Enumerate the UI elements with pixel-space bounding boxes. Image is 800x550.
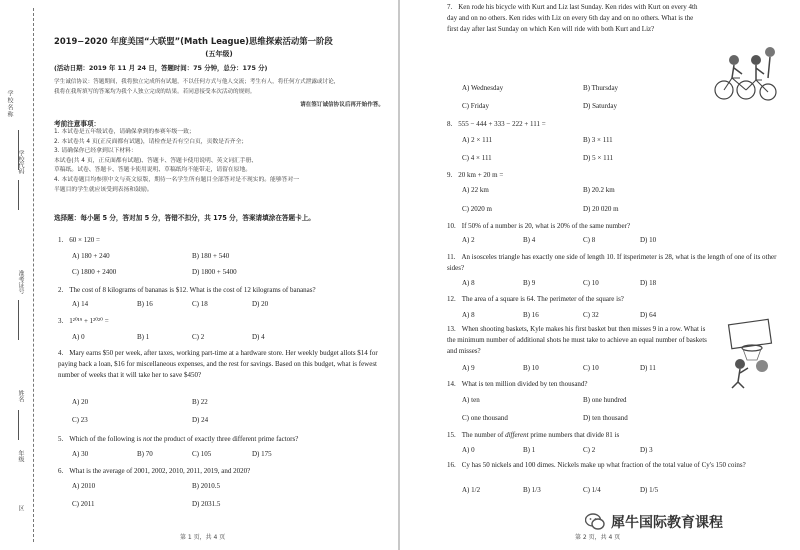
option-c[interactable]: C) 8 [583,236,596,244]
option-b[interactable]: B) one hundred [583,396,627,404]
option-c[interactable]: C) 18 [192,300,208,308]
question-text: An isosceles triangle has exactly one side of length 10. If itsperimeter is 28, what is the length of one of its other sides? [447,253,777,272]
option-c[interactable]: C) 2 [583,446,596,454]
question-4 [58,348,383,381]
question-2 [58,285,383,296]
question-number: 1. [58,236,64,244]
exam-title: 2019−2020 年度美国“大联盟”(Math League)思维探索活动第一阶段 [54,36,333,46]
integrity-line: 学生诚信协议：答题期间，我将独立完成所有试题，不以任何方式与他人交流；考生有人，将任何方式泄露或讨论， [54,79,340,85]
option-d[interactable]: D) 64 [640,311,657,319]
option-d[interactable]: D) 11 [640,364,656,372]
binding-field-exam-id: 准考证号 [17,270,24,294]
note-item: 2. 本试卷共 4 页(正反面都有试题)，请检查是否有空白页，页数是否齐全； [54,138,248,145]
option-d[interactable]: D) 3 [640,446,653,454]
question-number: 3. [58,317,64,325]
question-number: 13. [447,325,456,333]
question-text: the product of exactly three different prime factors? [151,435,299,443]
option-a[interactable]: A) 8 [462,311,475,319]
question-number: 2. [58,286,64,294]
question-number: 4. [58,349,64,357]
option-c[interactable]: C) 10 [583,364,599,372]
question-number: 8. [447,120,453,128]
option-c[interactable]: C) 32 [583,311,599,319]
question-number: 7. [447,3,453,11]
integrity-paragraph [54,77,384,97]
option-c[interactable]: C) 4 × 111 [462,154,492,162]
section-instruction: 选择题：每小题 5 分，答对加 5 分，答错不扣分，共 175 分，答案请填涂在答题卡上。 [54,214,315,222]
question-12 [447,294,747,305]
question-text: What is ten million divided by ten thousand? [461,380,588,388]
question-number: 12. [447,295,456,303]
question-number: 6. [58,467,64,475]
option-d[interactable]: D) 20 020 m [583,205,619,213]
option-c[interactable]: C) Friday [462,102,490,110]
question-6 [58,466,383,477]
note-item: 半题目的学生就应该受到表扬和鼓励。 [54,186,153,193]
option-a[interactable]: A) 14 [72,300,89,308]
note-item: 3. 请确保你已经拿到以下材料： [54,148,137,155]
binding-blank [18,410,19,440]
question-text: The number of [461,431,506,439]
question-text: The cost of 8 kilograms of bananas is $12. What is the cost of 12 kilograms of bananas? [69,286,316,294]
note-item: 本试卷(共 4 页，正反面都有试题)、答题卡、答题卡使用说明、英文词汇手册、 [54,157,258,164]
question-7 [447,2,702,35]
option-b[interactable]: B) Thursday [583,84,619,92]
option-b[interactable]: B) 16 [137,300,153,308]
question-1 [58,235,378,246]
option-a[interactable]: A) 1/2 [462,486,481,494]
question-text: 60 × 120 = [69,236,100,244]
option-b[interactable]: B) 10 [523,364,539,372]
question-10 [447,221,777,232]
brand-watermark [585,510,790,534]
option-d[interactable]: D) 175 [252,450,272,458]
option-a[interactable]: A) 2 [462,236,475,244]
question-emphasis: different [505,431,529,439]
option-c[interactable]: C) 23 [72,416,88,424]
binding-blank [18,180,19,210]
question-text: 20 km + 20 m = [458,171,504,179]
option-a[interactable]: A) 22 km [462,186,489,194]
binding-blank [18,300,19,340]
option-a[interactable]: A) 2 × 111 [462,136,493,144]
wechat-icon [585,513,605,531]
option-d[interactable]: D) 5 × 111 [583,154,614,162]
option-a[interactable]: A) 2010 [72,482,96,490]
option-d[interactable]: D) 18 [640,279,657,287]
option-a[interactable]: A) 8 [462,279,475,287]
note-item: 4. 本试卷题目均参照中文与英文原版，期待一名学生所有题目全部答对是不现实的。能够答对一 [54,176,300,183]
binding-field-district: 区 [17,505,24,511]
option-c[interactable]: C) 2 [192,333,205,341]
question-14 [447,379,747,390]
question-16 [447,460,782,471]
question-number: 10. [447,222,456,230]
question-text: The area of a square is 64. The perimeter of the square is? [461,295,624,303]
question-8 [447,119,767,130]
option-d[interactable]: D) 2031.5 [192,500,221,508]
option-a[interactable]: A) Wednesday [462,84,504,92]
question-text: Cy has 50 nickels and 100 dimes. Nickels make up what fraction of the total value of Cy's 150 coins? [461,461,746,469]
binding-dashed-line [33,8,34,542]
question-number: 15. [447,431,456,439]
page-footer: 第 2 页，共 4 页 [575,534,621,541]
note-item: 1. 本试卷是五年级试卷，请确保拿到的参赛年级一致； [54,129,195,135]
question-number: 9. [447,171,453,179]
question-13 [447,324,709,357]
cyclists-clipart-icon [710,38,782,108]
binding-strip [0,0,44,550]
option-a[interactable]: A) 180 + 240 [72,252,110,260]
question-text: What is the average of 2001, 2002, 2010, 2011, 2019, and 2020? [69,467,251,475]
option-a[interactable]: A) 0 [72,333,85,341]
question-9 [447,170,767,181]
option-c[interactable]: C) 10 [583,279,599,287]
option-b[interactable]: B) 1 [137,333,150,341]
option-d[interactable]: D) 20 [252,300,269,308]
question-number: 14. [447,380,456,388]
option-c[interactable]: C) 105 [192,450,212,458]
question-text: prime numbers that divide 81 is [528,431,620,439]
option-b[interactable]: B) 1 [523,446,536,454]
binding-field-school-code: 学校代码 [17,150,24,174]
question-text: Mary earns $50 per week, after taxes, working part-time at a hardware store. Her weekly budget allots $14 for paying back a loan, $16 for miscellaneous expenses, and the rest for savings. Based on this budget, what is fewest number of weeks that it will take her to save $450? [58,349,378,379]
question-text: 1²⁰¹⁹ + 1²⁰²⁰ = [69,317,109,325]
option-d[interactable]: D) ten thousand [583,414,628,422]
question-text: Ken rode his bicycle with Kurt and Liz last Sunday. Ken rides with Kurt on every 4th day and on no others. Ken rides with Liz on every 6th day and on no others. What is the first day after last Sunday on which Ken will ride with both Kurt and Liz? [447,3,698,33]
question-number: 11. [447,253,456,261]
question-text: Which of the following is [69,435,143,443]
binding-field-grade: 年级 [17,450,24,462]
option-b[interactable]: B) 2010.5 [192,482,220,490]
option-a[interactable]: A) 9 [462,364,475,372]
binding-label: 学校名称 [6,90,13,118]
option-d[interactable]: D) 1800 + 5400 [192,268,237,276]
option-d[interactable]: D) 4 [252,333,265,341]
option-c[interactable]: C) one thousand [462,414,508,422]
option-b[interactable]: B) 9 [523,279,536,287]
exam-info: (活动日期：2019 年 11 月 24 日，答题时间：75 分钟，总分：175 分) [54,64,268,72]
question-number: 5. [58,435,64,443]
exam-grade: (五年级) [205,50,233,58]
option-d[interactable]: D) Saturday [583,102,618,110]
option-d[interactable]: D) 10 [640,236,657,244]
option-c[interactable]: C) 1800 + 2400 [72,268,117,276]
option-b[interactable]: B) 1/3 [523,486,541,494]
option-d[interactable]: D) 1/5 [640,486,659,494]
option-b[interactable]: B) 4 [523,236,536,244]
notes-list [54,128,384,195]
option-b[interactable]: B) 3 × 111 [583,136,613,144]
option-c[interactable]: C) 1/4 [583,486,601,494]
question-text: 555 − 444 + 333 − 222 + 111 = [458,120,546,128]
option-a[interactable]: A) 0 [462,446,475,454]
binding-field-name: 姓名 [17,390,24,402]
option-c[interactable]: C) 2020 m [462,205,492,213]
integrity-instruction: 请在签订诚信协议后再开始作答。 [300,102,384,108]
option-b[interactable]: B) 70 [137,450,153,458]
option-b[interactable]: B) 180 + 540 [192,252,230,260]
brand-text: 犀牛国际教育课程 [611,515,723,531]
option-c[interactable]: C) 2011 [72,500,95,508]
option-a[interactable]: A) 30 [72,450,89,458]
question-11 [447,252,782,274]
option-b[interactable]: B) 22 [192,398,208,406]
option-b[interactable]: B) 16 [523,311,539,319]
question-number: 16. [447,461,456,469]
question-text: When shooting baskets, Kyle makes his first basket but then misses 9 in a row. What is the minimum number of additional shots he must take to achieve an equal number of baskets and misses? [447,325,707,355]
notes-title: 考前注意事项： [54,120,101,128]
option-b[interactable]: B) 20.2 km [583,186,615,194]
question-text: If 50% of a number is 20, what is 20% of the same number? [461,222,631,230]
question-5 [58,434,383,445]
integrity-line: 我将在我所填写的答案均为我个人独立完成的结果。若同意接受本次活动的规则。 [54,89,256,95]
question-emphasis: not [142,435,152,443]
page-footer: 第 1 页，共 4 页 [180,534,226,541]
option-a[interactable]: A) 20 [72,398,89,406]
note-item: 草稿纸。试卷、答题卡、答题卡使用说明、草稿纸均不能带走，请留在原地。 [54,167,252,174]
option-d[interactable]: D) 24 [192,416,209,424]
question-3 [58,316,378,327]
exam-page-2 [400,0,800,550]
question-15 [447,430,767,441]
option-a[interactable]: A) ten [462,396,480,404]
